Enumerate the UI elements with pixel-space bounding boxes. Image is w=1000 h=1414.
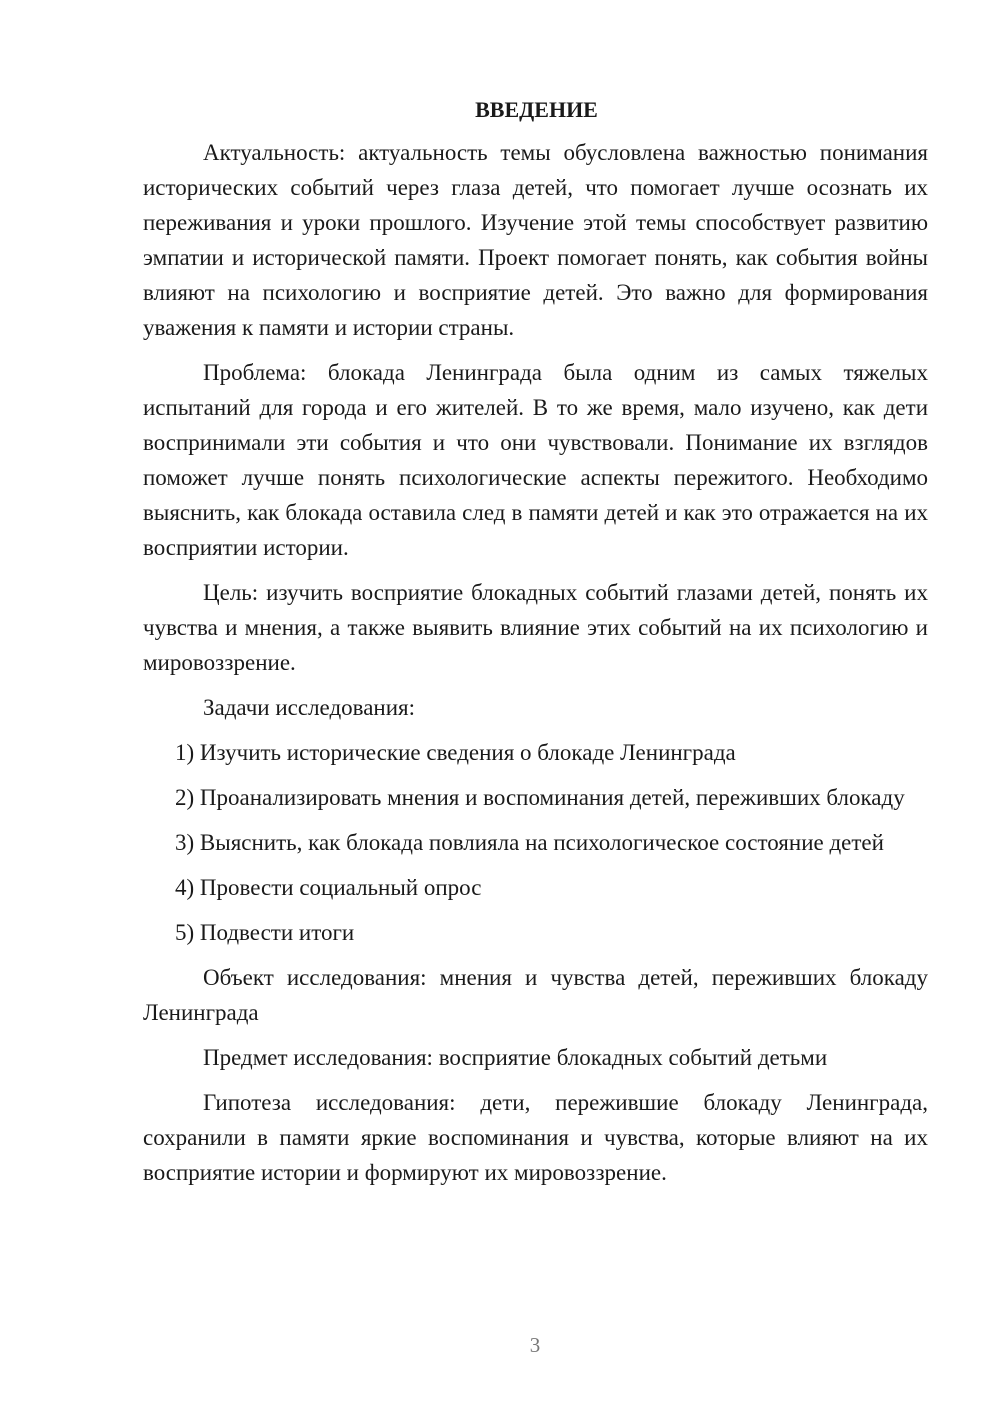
task-item-4: 4) Провести социальный опрос	[175, 875, 482, 900]
subject-paragraph: Предмет исследования: восприятие блокадных событий детьми	[203, 1045, 828, 1070]
problem-paragraph: Проблема: блокада Ленинграда была одним из самых тяжелых испытаний для города и его жителей. В то же время, мало изучено, как дети воспринимали эти события и что они чувствовали. Понимание их взглядов поможет лучше понять психологические аспекты пережитого. Необходимо выяснить, как блокада оставила след в памяти детей и как это отражается на их восприятии истории.	[143, 360, 928, 560]
page-number: 3	[529, 1333, 541, 1357]
object-paragraph: Объект исследования: мнения и чувства детей, переживших блокаду Ленинграда	[143, 965, 928, 1025]
section-title: ВВЕДЕНИЕ	[475, 97, 598, 122]
task-item-1: 1) Изучить исторические сведения о блокаде Ленинграда	[175, 740, 736, 765]
tasks-heading: Задачи исследования:	[203, 695, 416, 720]
task-item-3: 3) Выяснить, как блокада повлияла на психологическое состояние детей	[175, 830, 884, 855]
task-item-5: 5) Подвести итоги	[175, 920, 355, 945]
relevance-paragraph: Актуальность: актуальность темы обусловлена важностью понимания исторических событий через глаза детей, что помогает лучше осознать их переживания и уроки прошлого. Изучение этой темы способствует развитию эмпатии и исторической памяти. Проект помогает понять, как события войны влияют на психологию и восприятие детей. Это важно для формирования уважения к памяти и истории страны.	[143, 140, 928, 340]
document-page	[143, 95, 928, 1200]
task-item-2: 2) Проанализировать мнения и воспоминания детей, переживших блокаду	[175, 785, 905, 810]
goal-paragraph: Цель: изучить восприятие блокадных событий глазами детей, понять их чувства и мнения, а также выявить влияние этих событий на их психологию и мировоззрение.	[143, 580, 928, 675]
hypothesis-paragraph: Гипотеза исследования: дети, пережившие блокаду Ленинграда, сохранили в памяти яркие воспоминания и чувства, которые влияют на их восприятие истории и формируют их мировоззрение.	[143, 1090, 928, 1185]
